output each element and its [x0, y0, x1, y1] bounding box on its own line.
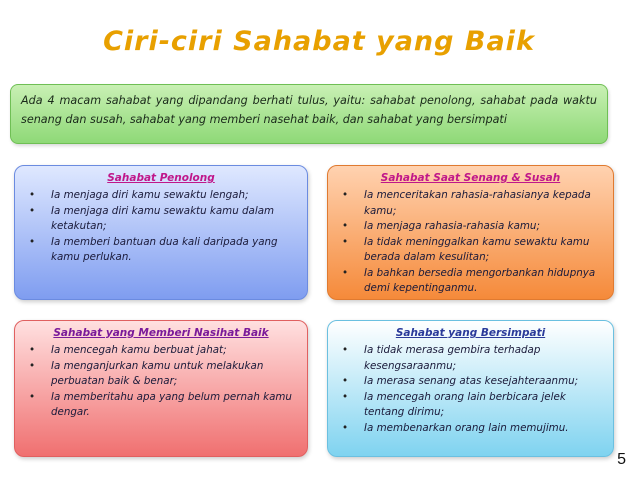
card-sahabat-nasihat-baik [14, 320, 308, 457]
card-heading: Sahabat Penolong [107, 172, 215, 184]
card-heading: Sahabat Saat Senang & Susah [380, 172, 561, 184]
list-item: • Ia bahkan bersedia mengorbankan hidupnya demi kepentinganmu. [338, 266, 603, 297]
list-item: • Ia menjaga diri kamu sewaktu kamu dalam ketakutan; [25, 204, 297, 235]
list-item: • Ia memberitahu apa yang belum pernah kamu dengar. [25, 390, 297, 421]
page-number: 5 [617, 451, 626, 468]
list-item: • Ia menganjurkan kamu untuk melakukan perbuatan baik & benar; [25, 359, 297, 390]
card-heading: Sahabat yang Memberi Nasihat Baik [53, 327, 269, 339]
list-item: • Ia menjaga diri kamu sewaktu lengah; [25, 188, 297, 204]
list-item: • Ia menceritakan rahasia-rahasianya kepada kamu; [338, 188, 603, 219]
card-sahabat-bersimpati [327, 320, 614, 457]
list-item: • Ia membenarkan orang lain memujimu. [338, 421, 603, 437]
list-item: • Ia memberi bantuan dua kali daripada yang kamu perlukan. [25, 235, 297, 266]
list-item: • Ia mencegah kamu berbuat jahat; [25, 343, 297, 359]
list-item: • Ia merasa senang atas kesejahteraanmu; [338, 374, 603, 390]
card-sahabat-penolong [14, 165, 308, 300]
intro-box: Ada 4 macam sahabat yang dipandang berhati tulus, yaitu: sahabat penolong, sahabat pada waktu senang dan susah, sahabat yang memberi nasehat baik, dan sahabat yang bersimpati [10, 84, 608, 144]
list-item: • Ia tidak meninggalkan kamu sewaktu kamu berada dalam kesulitan; [338, 235, 603, 266]
card-heading: Sahabat yang Bersimpati [395, 327, 546, 339]
list-item: • Ia menjaga rahasia-rahasia kamu; [338, 219, 603, 235]
list-item: • Ia tidak merasa gembira terhadap kesengsaraanmu; [338, 343, 603, 374]
slide-title: Ciri-ciri Sahabat yang Baik [103, 26, 535, 57]
list-item: • Ia mencegah orang lain berbicara jelek tentang dirimu; [338, 390, 603, 421]
card-sahabat-senang-susah [327, 165, 614, 300]
